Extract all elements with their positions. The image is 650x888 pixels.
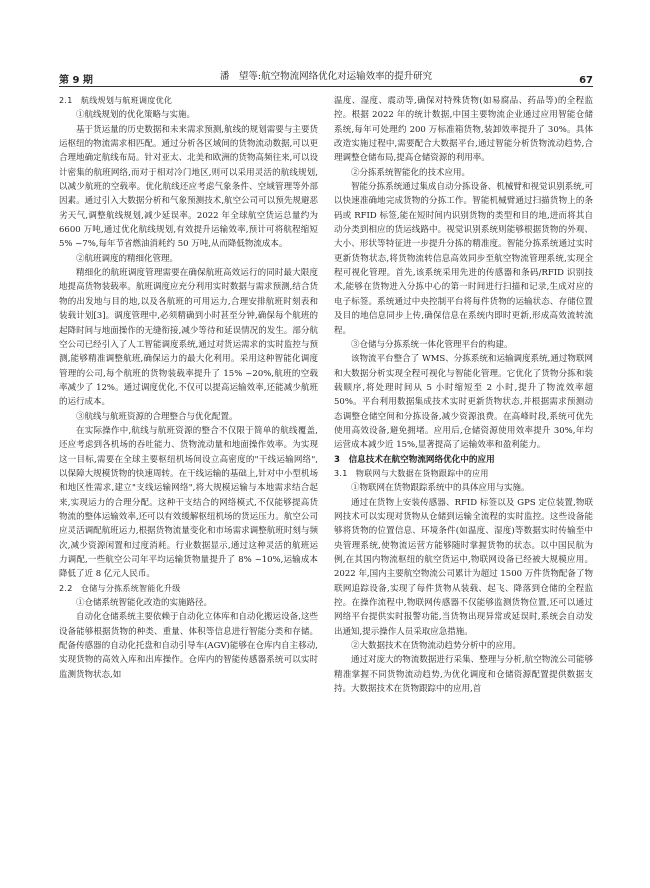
subsection-heading: 2.1 航线规划与航班调度优化 (59, 96, 173, 105)
paragraph: 自动化仓储系统主要依赖于自动化立体库和自动化搬运设备,这些设备能够根据货物的种类、重量、体积等信息进行智能分类和存储。配备传感器的自动化托盘和自动引导车(AGV)能够在仓库内自主移动,实现货物的高效入库和出库操作。仓库内的智能传感器系统可以实时监测货物状态,如 (59, 612, 318, 680)
paragraph: 通过对庞大的物流数据进行采集、整理与分析,航空物流公司能够精准掌握不同货物流动趋势,为优化调度和仓储资源配置提供数据支持。大数据技术在货物跟踪中的应用,首 (334, 655, 593, 695)
right-column (334, 94, 593, 696)
list-item: ②航班调度的精细化管理。 (76, 253, 179, 264)
issue-number: 第 9 期 (59, 75, 93, 86)
list-item: ①仓储系统智能化改造的实施路径。 (76, 598, 213, 609)
header-rule (59, 86, 593, 87)
running-title: 潘 望等:航空物流网络优化对运输效率的提升研究 (219, 71, 433, 82)
section-heading: 3 信息技术在航空物流网络优化中的应用 (334, 454, 495, 465)
list-item: ②大数据技术在货物流动趋势分析中的应用。 (351, 641, 522, 652)
list-item: ③航线与航班资源的合理整合与优化配置。 (76, 411, 238, 422)
subsection-heading: 3.1 物联网与大数据在货物跟踪中的应用 (334, 468, 489, 478)
list-item: ②分拣系统智能化的技术应用。 (351, 167, 471, 178)
paragraph: 通过在货物上安装传感器、RFID 标签以及 GPS 定位装置,物联网技术可以实现对货物从仓储到运输全流程的实时监控。这些设备能够将货物的位置信息、环境条件(如温度、湿度)等数据实时传输至中央管理系统,使物流运营方能够随时掌握货物的状态。以中国民航为例,在其国内物流枢纽的航空货运中,物联网设备已经被大规模应用。2022 年,国内主要航空物流公司累计为超过 1500 万件货物配备了物联网追踪设备,实现了每件货物从装载、起飞、降落到仓储的全程监控。在操作流程中,物联网传感器不仅能够监测货物位置,还可以通过网络平台提供实时报警功能,当货物出现异常或延误时,系统会自动发出通知,提示操作人员采取应急措施。 (334, 497, 593, 637)
paragraph: 在实际操作中,航线与航班资源的整合不仅限于简单的航线覆盖,还应考虑到各机场的吞吐能力、货物流动量和地面操作效率。为实现这一目标,需要在全球主要枢纽机场间设立高密度的"干线运输网络",以保障大规模货物的快速周转。在干线运输的基础上,针对中小型机场和地区性需求,建立"支线运输网络",将大规模运输与本地需求结合起来,实现运力的合理分配。这种干支结合的网络模式,不仅能够提高货物流的整体运输效率,还可以有效缓解枢纽机场的货运压力。航空公司应灵活调配航班运力,根据货物流量变化和市场需求调整航班时刻与频次,减少资源闲置和过度消耗。行业数据显示,通过这种灵活的航班运力调配,一些航空公司年平均运输货物量提升了 8% ~10%,运输成本降低了近 8 亿元人民币。 (59, 425, 318, 580)
paragraph: 精细化的航班调度管理需要在确保航班高效运行的同时最大限度地提高货物装载率。航班调度应充分利用实时数据与需求预测,结合货物的出发地与目的地,以及各航班的可用运力,合理安排航班时刻表和装载计划[3]。调度管理中,必须精确到小时甚至分钟,确保每个航班的起降时间与地面操作的无缝衔接,减少等待和延误情况的发生。部分航空公司已经引入了人工智能调度系统,通过对货运需求的实时监控与预测,能够精准调整航班,确保运力的最大化利用。采用这种智能化调度管理的公司,每个航班的货物装载率提升了 15% ~20%,航班的空载率减少了 12%。通过调度优化,不仅可以提高运输效率,还能减少航班的运行成本。 (59, 268, 318, 408)
page-number: 67 (579, 75, 593, 86)
paragraph: 智能分拣系统通过集成自动分拣设备、机械臂和视觉识别系统,可以快速准确地完成货物的分拣工作。智能机械臂通过扫描货物上的条码或 RFID 标签,能在短时间内识别货物的类型和目的地,进而将其自动分类到相应的货运线路中。视觉识别系统则能够根据货物的外观、大小、形状等特征进一步提升分拣的精准度。智能分拣系统通过实时更新货物状态,将货物流转信息高效同步至航空物流管理系统,实现全程可视化管理。首先,该系统采用先进的传感器和条码/RFID 识别技术,能够在货物进入分拣中心的第一时间进行扫描和记录,生成对应的电子标签。系统通过中央控制平台将每件货物的运输状态、存储位置及目的地信息同步上传,确保信息在系统内即时更新,形成高效流转流程。 (334, 182, 593, 336)
paragraph: 该物流平台整合了 WMS、分拣系统和运输调度系统,通过物联网和大数据分析实现全程可视化与智能化管理。它优化了货物分拣和装载顺序,将处理时间从 5 小时缩短至 2 小时,提升了物流效率超 50%。平台利用数据集成技术实时更新货物状态,并根据需求预测动态调整仓储空间和分拣设备,减少资源浪费。在高峰时段,系统可优先使用高效设备,避免拥堵。应用后,仓储资源使用效率提升 30%,年均运营成本减少近 15%,显著提高了运输效率和盈利能力。 (334, 354, 593, 451)
list-item: ①物联网在货物跟踪系统中的具体应用与实施。 (351, 483, 530, 494)
paragraph: 温度、湿度、震动等,确保对特殊货物(如易腐品、药品等)的全程监控。根据 2022 年的统计数据,中国主要物流企业通过应用智能仓储系统,每年可处理约 200 万标准箱货物,装卸效率提升了 30%。具体改造实施过程中,需要配合大数据平台,通过智能分析货物流动趋势,合理调整仓储布局,提高仓储资源的利用率。 (334, 96, 593, 164)
subsection-heading: 2.2 仓储与分拣系统智能化升级 (59, 583, 181, 593)
list-item: ①航线规划的优化策略与实施。 (76, 110, 196, 121)
paragraph: 基于货运量的历史数据和未来需求预测,航线的规划需要与主要货运枢纽的物流需求相匹配。通过分析各区域间的货物流动数据,可以更合理地确定航线布局。针对亚太、北美和欧洲的货物高频往来,可以设计密集的航班网络,而对于相对冷门地区,则可以采用灵活的航线规划,以减少航班的空载率。优化航线还应考虑气象条件、空域管理等外部因素。通过引入大数据分析和气象预测技术,航空公司可以预先规避恶劣天气,调整航线规划,减少延误率。2022 年全球航空货运总量约为 6600 万吨,通过优化航线规划,有效提升运输效率,预计可将航程缩短 5% ~7%,每年节省燃油消耗约 50 万吨,从而降低物流成本。 (59, 124, 318, 250)
page-header (59, 66, 593, 86)
left-column (59, 94, 318, 682)
list-item: ③仓储与分拣系统一体化管理平台的构建。 (351, 339, 513, 350)
